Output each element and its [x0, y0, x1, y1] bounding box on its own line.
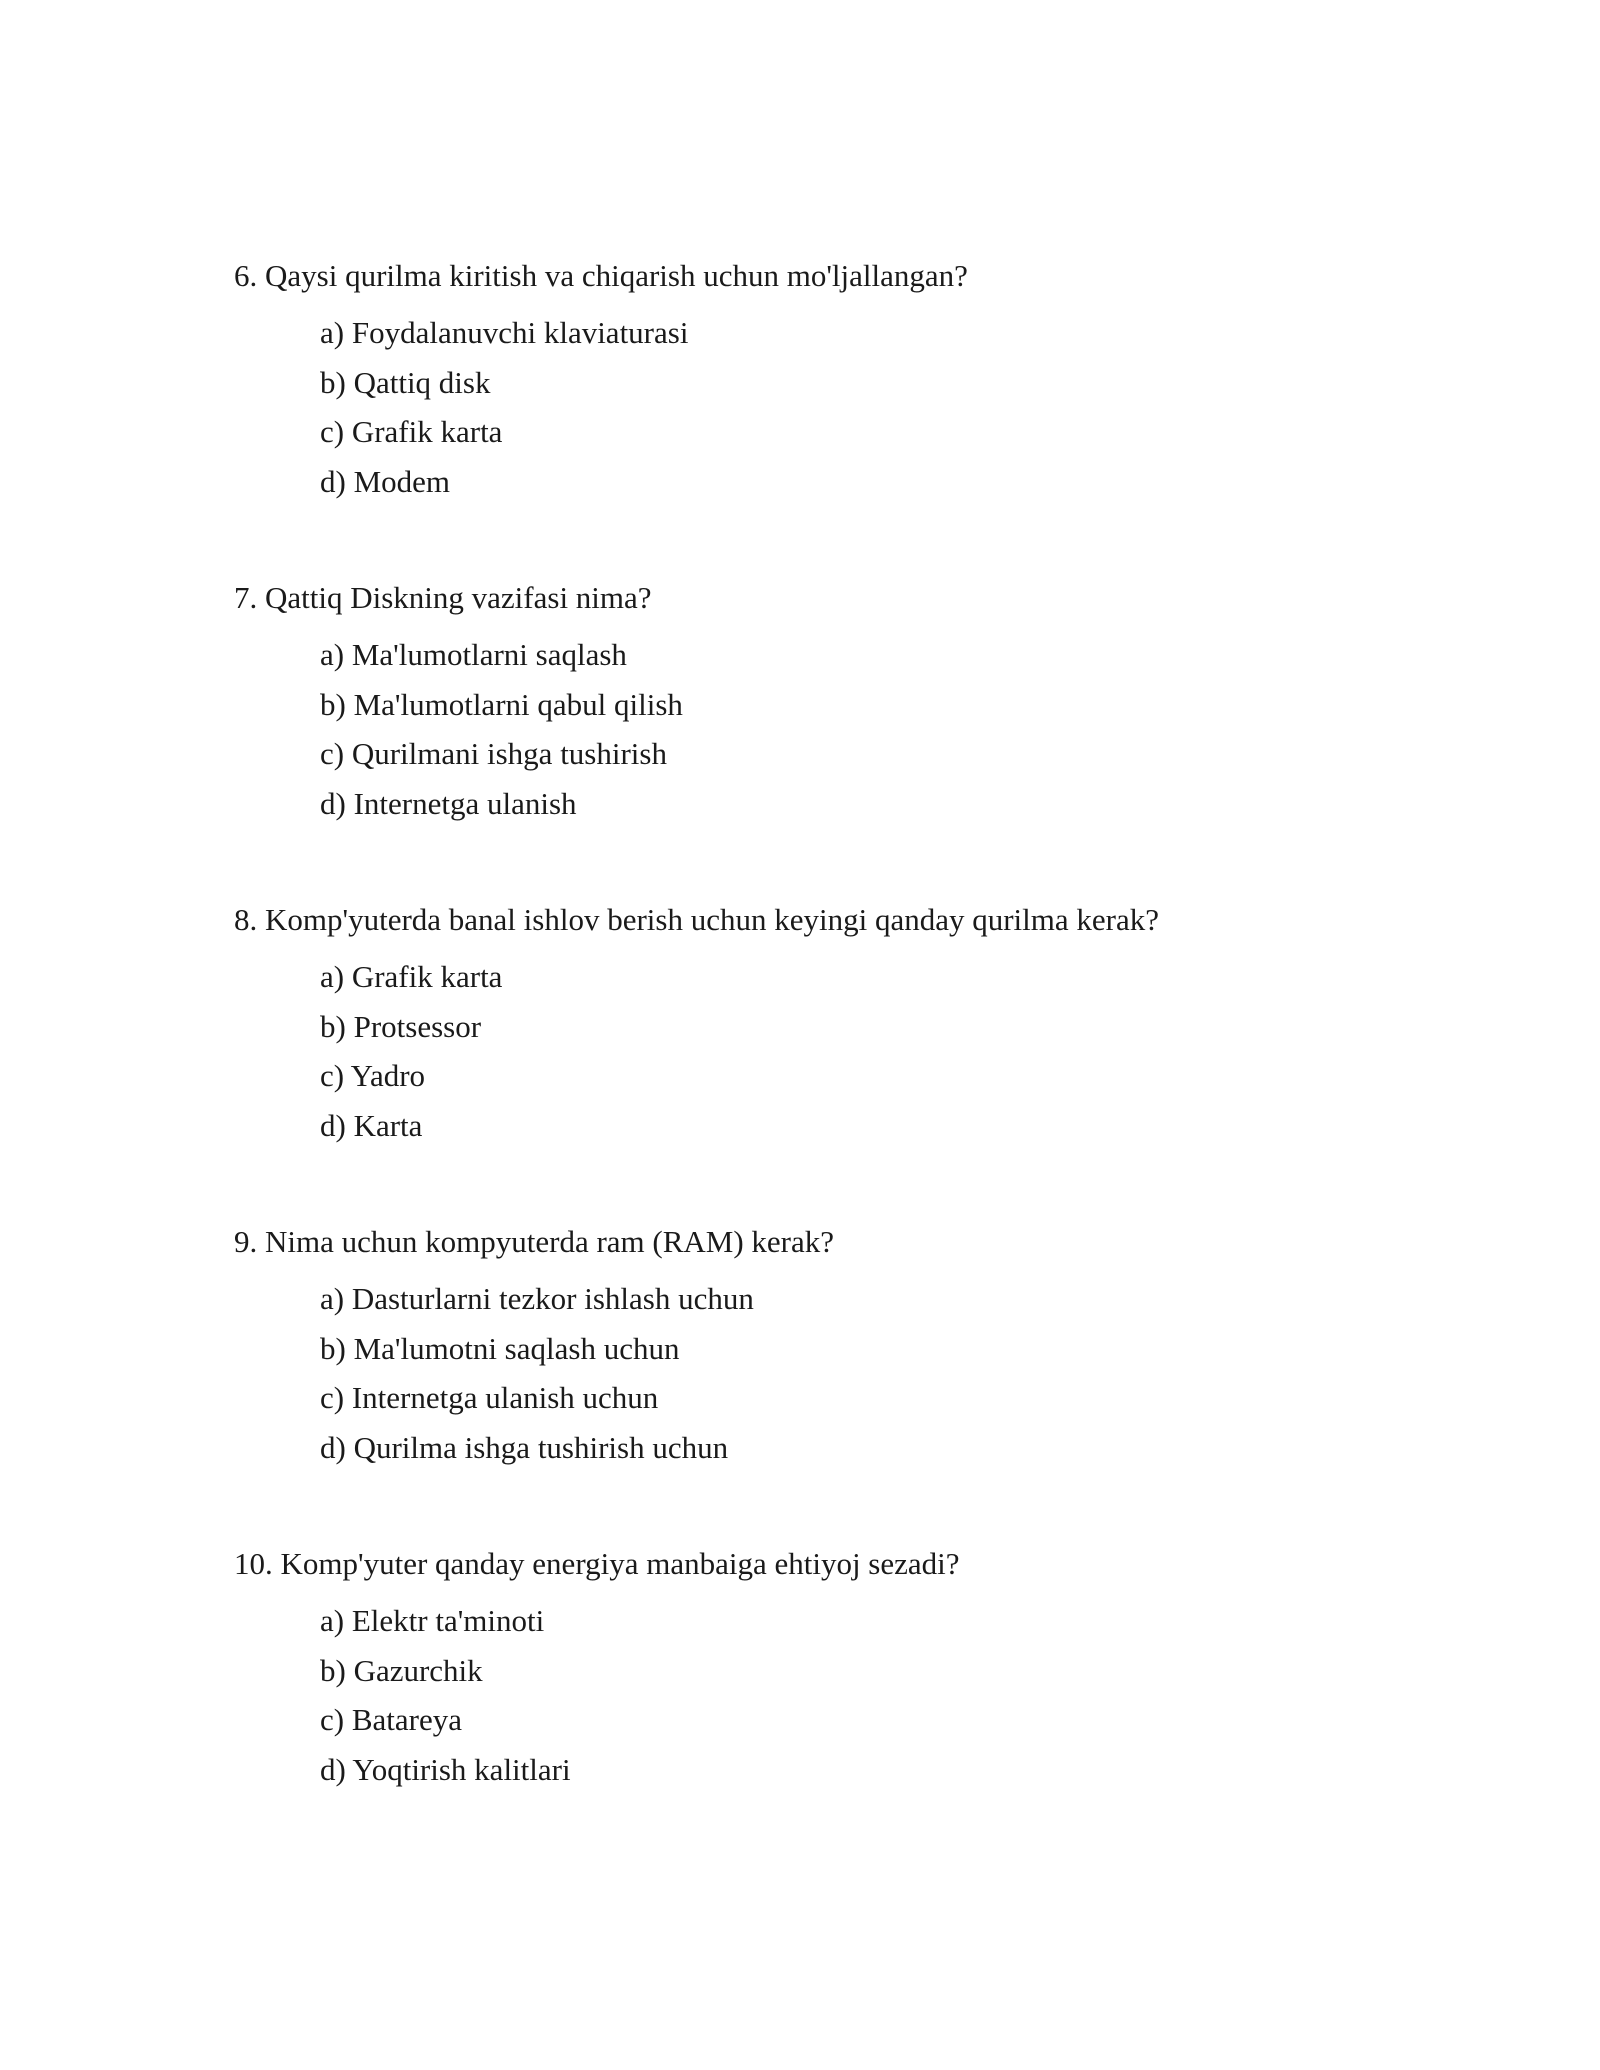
- option-list: [320, 952, 1434, 1150]
- option-a: a) Elektr ta'minoti: [320, 1603, 545, 1638]
- option-b: b) Ma'lumotlarni qabul qilish: [320, 686, 683, 722]
- question-text: 6. Qaysi qurilma kiritish va chiqarish uchun mo'ljallangan?: [234, 258, 968, 293]
- option-b: b) Gazurchik: [320, 1652, 483, 1688]
- option-list: [320, 630, 1434, 828]
- option-b: b) Ma'lumotni saqlash uchun: [320, 1330, 680, 1366]
- option-a: a) Grafik karta: [320, 959, 503, 994]
- option-d: d) Yoqtirish kalitlari: [320, 1751, 571, 1787]
- option-c: c) Internetga ulanish uchun: [320, 1380, 659, 1415]
- option-d: d) Modem: [320, 463, 451, 499]
- question-6: [234, 256, 1434, 506]
- question-10: [234, 1544, 1434, 1794]
- option-c: c) Yadro: [320, 1058, 426, 1093]
- question-8: [234, 900, 1434, 1150]
- question-text: 10. Komp'yuter qanday energiya manbaiga ehtiyoj sezadi?: [234, 1546, 960, 1581]
- option-a: a) Dasturlarni tezkor ishlash uchun: [320, 1281, 754, 1316]
- option-a: a) Ma'lumotlarni saqlash: [320, 637, 627, 672]
- option-c: c) Batareya: [320, 1702, 462, 1737]
- question-text: 8. Komp'yuterda banal ishlov berish uchun keyingi qanday qurilma kerak?: [234, 902, 1160, 937]
- option-list: [320, 308, 1434, 506]
- question-9: [234, 1222, 1434, 1472]
- question-7: [234, 578, 1434, 828]
- question-text: 7. Qattiq Diskning vazifasi nima?: [234, 580, 652, 615]
- option-b: b) Qattiq disk: [320, 364, 491, 400]
- option-d: d) Qurilma ishga tushirish uchun: [320, 1429, 729, 1465]
- question-text: 9. Nima uchun kompyuterda ram (RAM) kerak?: [234, 1224, 835, 1259]
- option-a: a) Foydalanuvchi klaviaturasi: [320, 315, 689, 350]
- option-b: b) Protsessor: [320, 1008, 482, 1044]
- option-d: d) Karta: [320, 1107, 423, 1143]
- option-c: c) Qurilmani ishga tushirish: [320, 736, 667, 771]
- option-c: c) Grafik karta: [320, 414, 503, 449]
- option-d: d) Internetga ulanish: [320, 785, 577, 821]
- option-list: [320, 1596, 1434, 1794]
- option-list: [320, 1274, 1434, 1472]
